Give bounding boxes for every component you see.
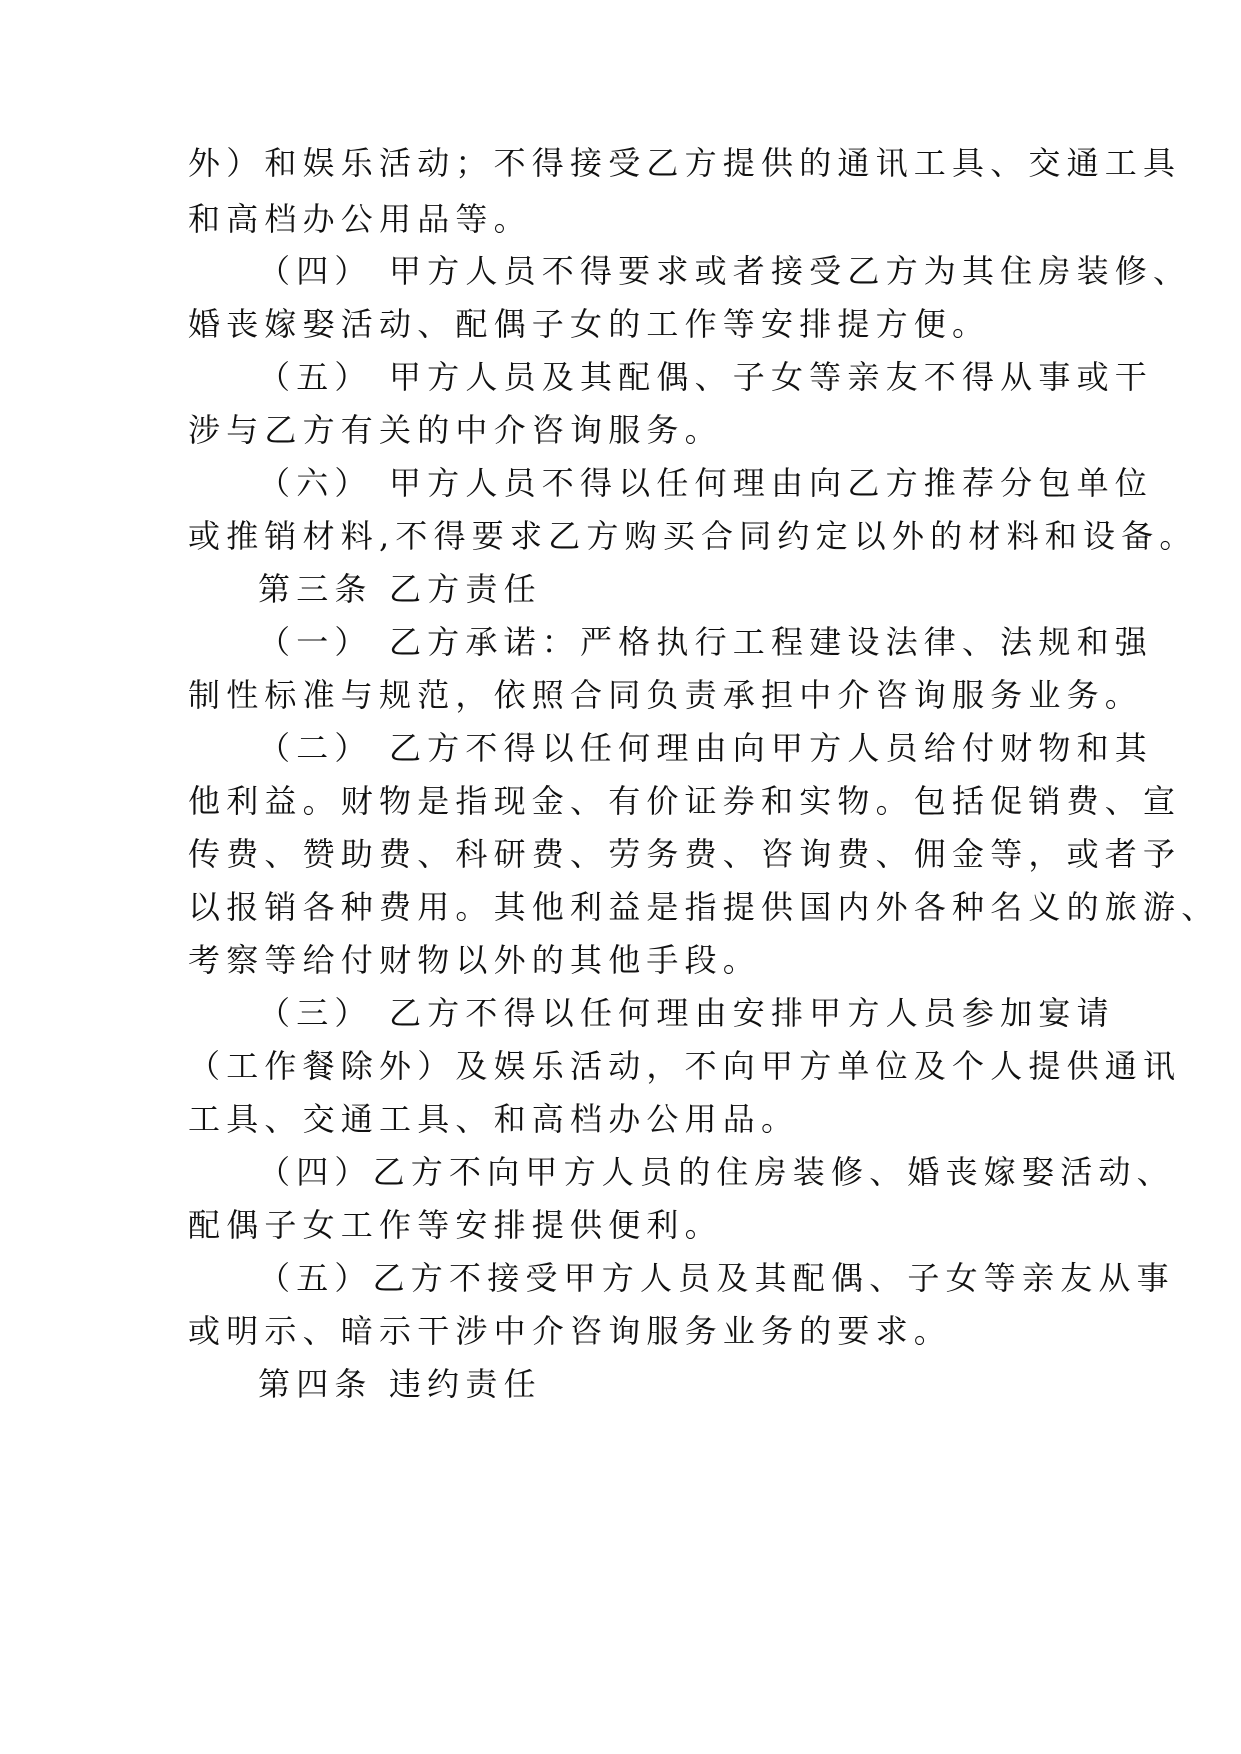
section-heading: 第四条 违约责任 <box>258 1365 542 1403</box>
text-line: 传费、赞助费、科研费、劳务费、咨询费、佣金等，或者予 <box>188 835 1182 873</box>
text-line: 制性标准与规范，依照合同负责承担中介咨询服务业务。 <box>188 676 1144 714</box>
text-line: 考察等给付财物以外的其他手段。 <box>188 941 762 979</box>
text-line: 以报销各种费用。其他利益是指提供国内外各种名义的旅游、 <box>188 888 1220 926</box>
text-line: 工具、交通工具、和高档办公用品。 <box>188 1100 800 1138</box>
text-line: 婚丧嫁娶活动、配偶子女的工作等安排提方便。 <box>188 305 991 343</box>
text-line: 配偶子女工作等安排提供便利。 <box>188 1206 723 1244</box>
text-line: （五）乙方不接受甲方人员及其配偶、子女等亲友从事 <box>258 1259 1175 1297</box>
text-line: 和高档办公用品等。 <box>188 200 532 238</box>
text-line: （一） 乙方承诺：严格执行工程建设法律、法规和强 <box>258 623 1153 661</box>
text-line: （四） 甲方人员不得要求或者接受乙方为其住房装修、 <box>258 252 1192 290</box>
text-line: 或明示、暗示干涉中介咨询服务业务的要求。 <box>188 1312 953 1350</box>
text-line: （六） 甲方人员不得以任何理由向乙方推荐分包单位 <box>258 464 1153 502</box>
text-line: 他利益。财物是指现金、有价证券和实物。包括促销费、宣 <box>188 782 1182 820</box>
text-line: （工作餐除外）及娱乐活动，不向甲方单位及个人提供通讯 <box>188 1047 1182 1085</box>
text-line: （四）乙方不向甲方人员的住房装修、婚丧嫁娶活动、 <box>258 1153 1175 1191</box>
text-line: 外）和娱乐活动；不得接受乙方提供的通讯工具、交通工具 <box>188 144 1182 182</box>
text-line: 涉与乙方有关的中介咨询服务。 <box>188 411 723 449</box>
text-line: （二） 乙方不得以任何理由向甲方人员给付财物和其 <box>258 729 1153 767</box>
text-line: （五） 甲方人员及其配偶、子女等亲友不得从事或干 <box>258 358 1153 396</box>
section-heading: 第三条 乙方责任 <box>258 570 542 608</box>
text-line: 或推销材料,不得要求乙方购买合同约定以外的材料和设备。 <box>188 517 1198 555</box>
text-line: （三） 乙方不得以任何理由安排甲方人员参加宴请 <box>258 994 1115 1032</box>
